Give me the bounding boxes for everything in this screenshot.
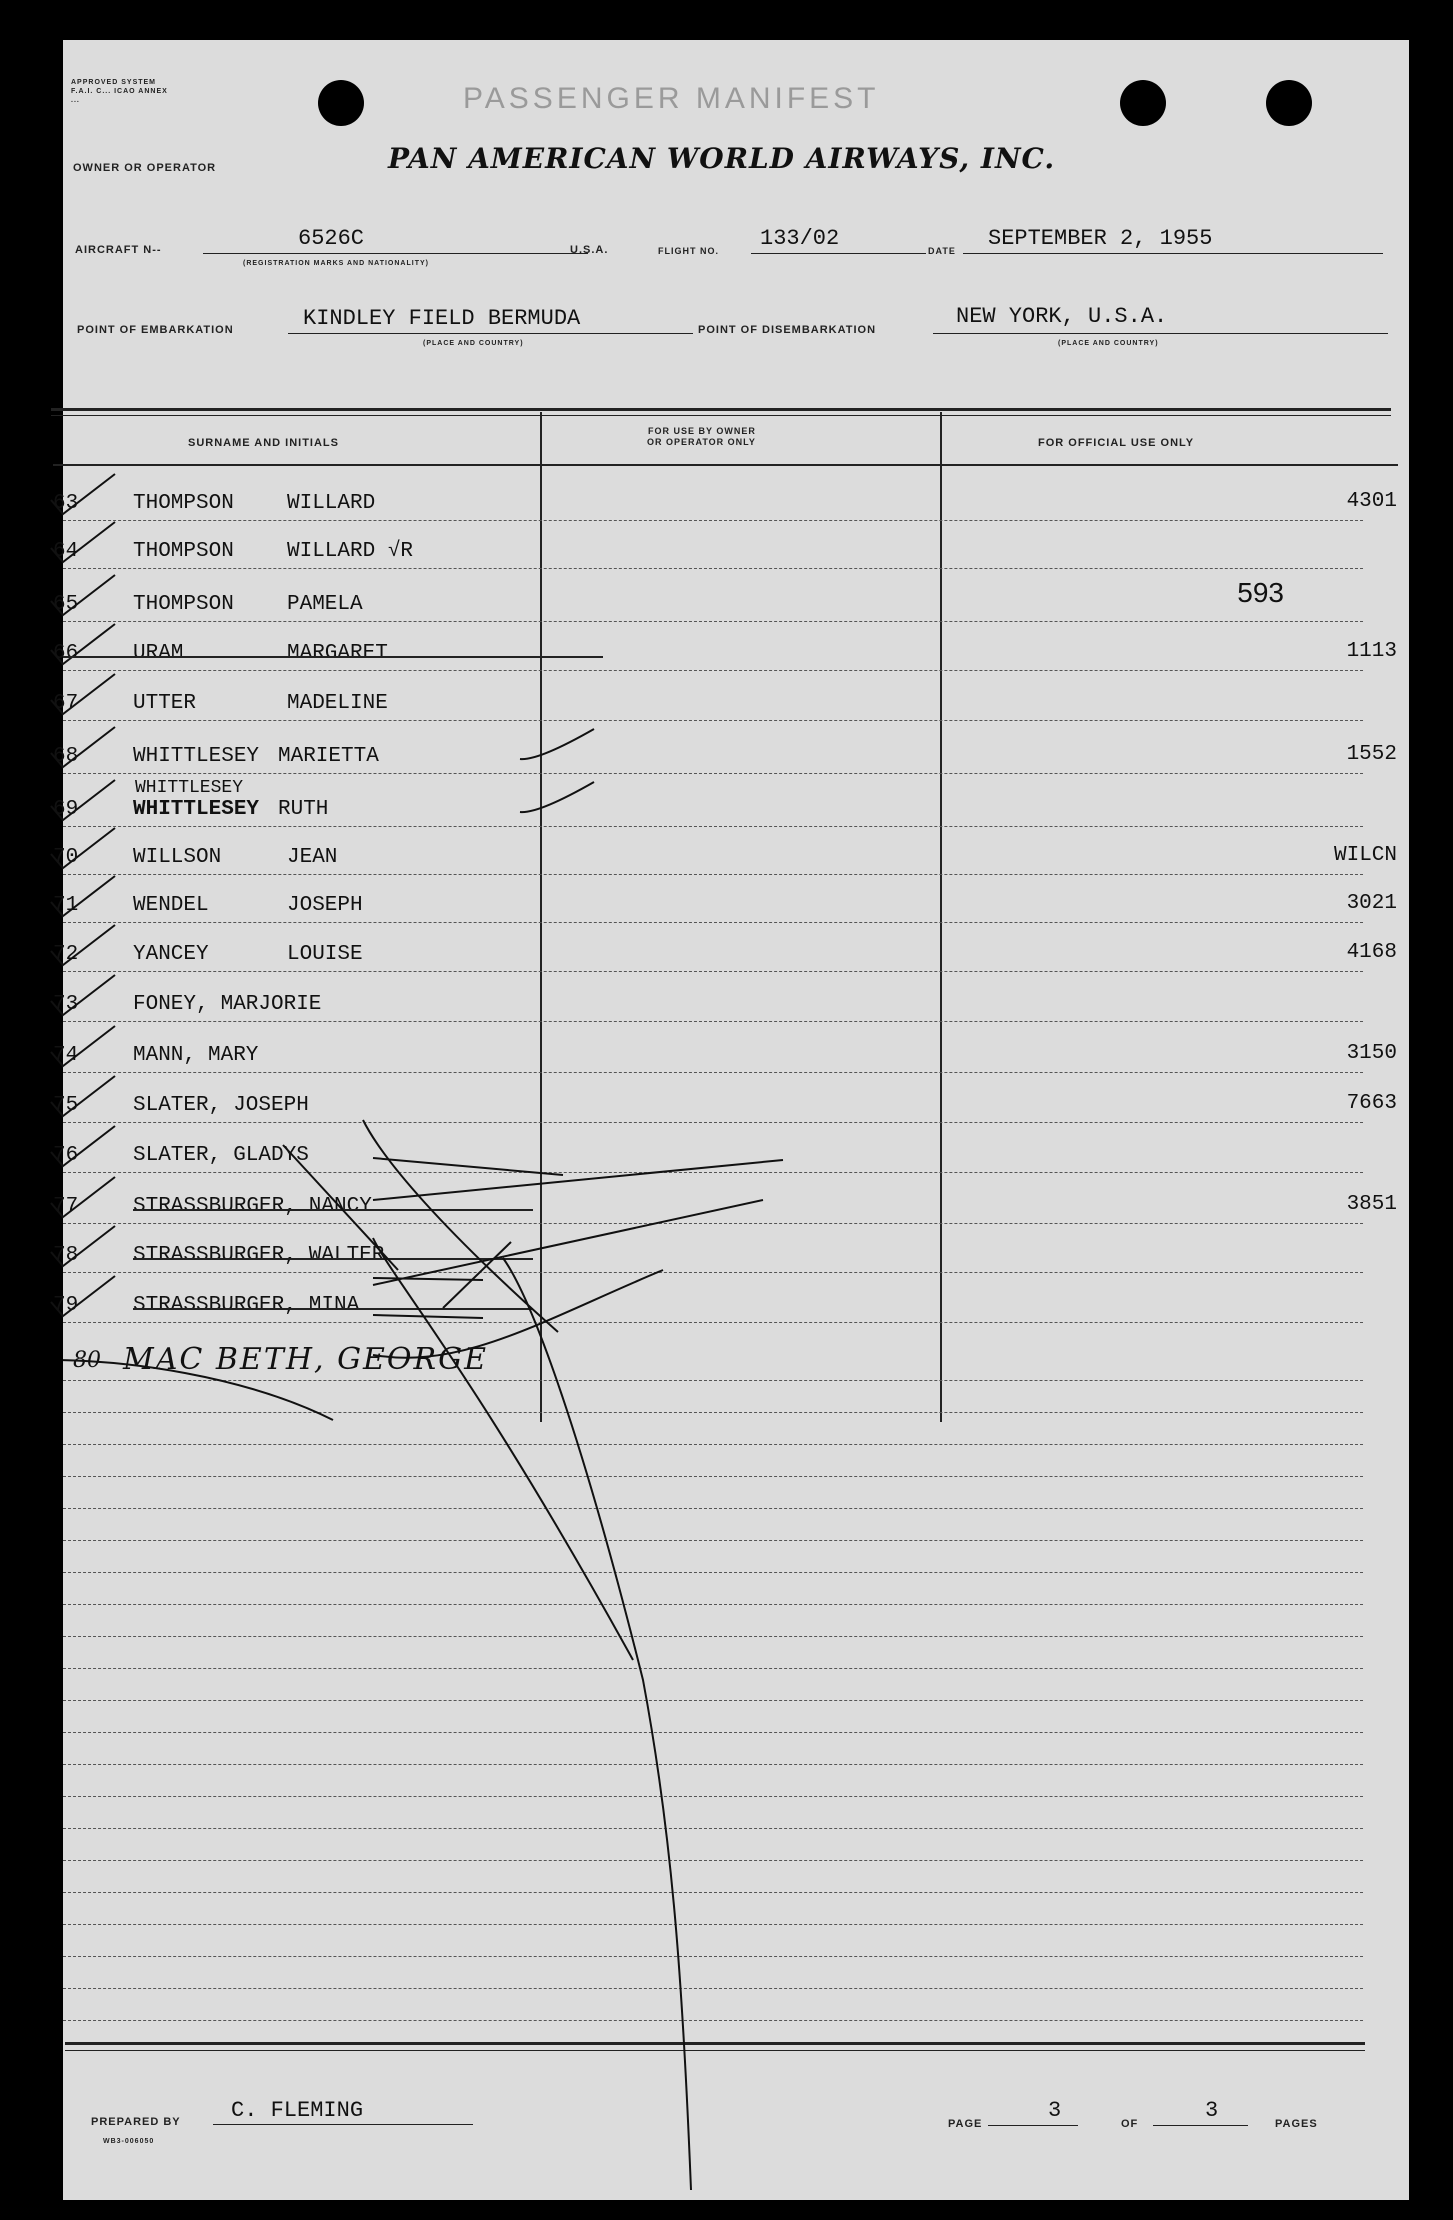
table-top-rule <box>51 408 1391 411</box>
official-use-value: WILCN <box>1333 844 1397 867</box>
check-mark-icon <box>49 1122 119 1172</box>
passenger-given-name: MINA <box>308 1294 360 1317</box>
punch-hole <box>1120 80 1166 126</box>
check-mark-icon <box>49 1022 119 1072</box>
passenger-surname: WENDEL <box>133 894 209 917</box>
row-number: 79 <box>53 1294 79 1317</box>
empty-row-rule <box>63 1572 1363 1573</box>
passenger-given-name: RUTH <box>278 798 329 821</box>
date-value: SEPTEMBER 2, 1955 <box>988 226 1213 251</box>
empty-row-rule <box>63 1860 1363 1861</box>
row-number-80: 80 <box>73 1348 101 1373</box>
pages-label: PAGES <box>1275 2118 1318 2130</box>
empty-row-rule <box>63 1508 1363 1509</box>
empty-row-rule <box>63 1476 1363 1477</box>
passenger-surname: THOMPSON <box>133 540 234 563</box>
page-value: 3 <box>1048 2098 1062 2123</box>
row-number: 78 <box>53 1244 79 1267</box>
embark-caption: (PLACE AND COUNTRY) <box>423 340 524 347</box>
aircraft-caption: (REGISTRATION MARKS AND NATIONALITY) <box>243 260 429 267</box>
row-number: 76 <box>53 1144 79 1167</box>
of-label: OF <box>1121 2118 1139 2130</box>
passenger-given-name: MADELINE <box>287 692 388 715</box>
embark-value: KINDLEY FIELD BERMUDA <box>303 306 581 331</box>
pen-marks <box>63 40 1409 2200</box>
passenger-given-name: MARY <box>208 1044 259 1067</box>
tick-icon <box>518 778 598 818</box>
punch-hole <box>318 80 364 126</box>
approval-stamp: APPROVED SYSTEM F.A.I. C... ICAO ANNEX ... <box>71 79 168 104</box>
check-mark-icon <box>49 571 119 621</box>
passenger-surname: FONEY, <box>133 993 209 1016</box>
empty-row-rule <box>63 1380 1363 1381</box>
passenger-surname: STRASSBURGER, <box>133 1195 297 1218</box>
passenger-surname: THOMPSON <box>133 593 234 616</box>
check-mark-icon <box>49 824 119 874</box>
passenger-given-name: WALTER <box>308 1244 385 1267</box>
passenger-surname: STRASSBURGER, <box>133 1244 297 1267</box>
column-divider <box>940 412 942 1422</box>
passenger-surname: YANCEY <box>133 943 209 966</box>
row-number: 67 <box>53 692 79 715</box>
col-surname-header: SURNAME AND INITIALS <box>188 437 339 449</box>
empty-row-rule <box>63 1764 1363 1765</box>
official-use-value: 7663 <box>1346 1092 1397 1115</box>
official-use-value: 1113 <box>1346 640 1397 663</box>
empty-row-rule <box>63 1444 1363 1445</box>
row-number: 69 <box>53 798 79 821</box>
owner-name: PAN AMERICAN WORLD AIRWAYS, INC. <box>388 142 1056 175</box>
manifest-page <box>53 40 1409 2200</box>
empty-row-rule <box>63 1828 1363 1829</box>
passenger-surname: SLATER, <box>133 1144 222 1167</box>
empty-row-rule <box>63 1892 1363 1893</box>
passenger-given-name: LOUISE <box>287 943 363 966</box>
of-value: 3 <box>1205 2098 1219 2123</box>
empty-row-rule <box>63 1732 1363 1733</box>
date-label: DATE <box>928 246 956 256</box>
check-mark-icon <box>49 620 119 670</box>
check-mark-icon <box>49 971 119 1021</box>
passenger-given-name: WILLARD √R <box>287 540 414 563</box>
passenger-surname: URAM <box>133 642 184 665</box>
check-mark-icon <box>49 518 119 568</box>
row-number: 66 <box>53 642 79 665</box>
passenger-surname: UTTER <box>133 692 197 715</box>
page-label: PAGE <box>948 2118 983 2130</box>
col-owner-header-1: FOR USE BY OWNER <box>648 426 756 436</box>
punch-hole <box>1266 80 1312 126</box>
official-use-value: 3150 <box>1346 1042 1397 1065</box>
check-mark-icon <box>49 723 119 773</box>
passenger-given-name: GLADYS <box>233 1144 309 1167</box>
passenger-given-name: JOSEPH <box>233 1094 309 1117</box>
tick-icon <box>518 725 598 765</box>
check-mark-icon <box>49 1072 119 1122</box>
check-mark-icon <box>49 1173 119 1223</box>
flight-value: 133/02 <box>760 226 840 251</box>
passenger-given-name: WILLARD <box>287 492 376 515</box>
official-use-value: 593 <box>1237 577 1284 608</box>
empty-row-rule <box>63 1956 1363 1957</box>
disembark-caption: (PLACE AND COUNTRY) <box>1058 340 1159 347</box>
form-number: WB3-006050 <box>103 2138 155 2145</box>
check-mark-icon <box>49 1222 119 1272</box>
passenger-surname: WHITTLESEY <box>133 745 260 768</box>
row-number: 63 <box>53 492 79 515</box>
empty-row-rule <box>63 1636 1363 1637</box>
row-number: 65 <box>53 593 79 616</box>
passenger-surname: THOMPSON <box>133 492 234 515</box>
passenger-given-name: JOSEPH <box>287 894 363 917</box>
disembark-value: NEW YORK, U.S.A. <box>956 304 1168 329</box>
row-number: 77 <box>53 1195 79 1218</box>
check-mark-icon <box>49 776 119 826</box>
strike-line <box>63 656 603 658</box>
col-owner-header-2: OR OPERATOR ONLY <box>647 437 756 447</box>
row-number: 70 <box>53 846 79 869</box>
row-number: 74 <box>53 1044 79 1067</box>
table-bottom-rule <box>65 2042 1365 2045</box>
check-mark-icon <box>49 872 119 922</box>
passenger-surname: MANN, <box>133 1044 197 1067</box>
passenger-given-name: MARJORIE <box>220 993 322 1016</box>
empty-row-rule <box>63 1700 1363 1701</box>
passenger-surname: SLATER, <box>133 1094 222 1117</box>
owner-label: OWNER OR OPERATOR <box>73 162 217 174</box>
official-use-value: 4168 <box>1346 941 1397 964</box>
aircraft-label: AIRCRAFT N-- <box>75 244 162 256</box>
row-number: 75 <box>53 1094 79 1117</box>
handwritten-passenger: MAC BETH, GEORGE <box>123 1342 488 1377</box>
column-divider <box>540 412 542 1422</box>
official-use-value: 3851 <box>1346 1193 1397 1216</box>
strike-line <box>133 1258 533 1260</box>
passenger-surname: WHITTLESEY <box>133 798 260 821</box>
strike-line <box>133 1308 533 1310</box>
country-label: U.S.A. <box>570 244 609 256</box>
row-number: 73 <box>53 993 79 1016</box>
official-use-value: 1552 <box>1346 743 1397 766</box>
form-title: PASSENGER MANIFEST <box>463 82 880 115</box>
empty-row-rule <box>63 1604 1363 1605</box>
empty-row-rule <box>63 1924 1363 1925</box>
official-use-value: 4301 <box>1346 490 1397 513</box>
passenger-given-name: MARGARET <box>287 642 388 665</box>
passenger-surname: STRASSBURGER, <box>133 1294 297 1317</box>
header-rule <box>53 464 1398 466</box>
flight-label: FLIGHT NO. <box>658 246 719 256</box>
check-mark-icon <box>49 670 119 720</box>
passenger-surname: WILLSON <box>133 846 222 869</box>
official-use-value: 3021 <box>1346 892 1397 915</box>
row-number: 68 <box>53 745 79 768</box>
empty-row-rule <box>63 2020 1363 2021</box>
check-mark-icon <box>49 1272 119 1322</box>
col-official-header: FOR OFFICIAL USE ONLY <box>1038 437 1195 449</box>
overtyped-surname: WHITTLESEY <box>135 778 244 798</box>
prepared-label: PREPARED BY <box>91 2116 181 2128</box>
empty-row-rule <box>63 1796 1363 1797</box>
row-number: 64 <box>53 540 79 563</box>
embark-label: POINT OF EMBARKATION <box>77 324 234 336</box>
check-mark-icon <box>49 470 119 520</box>
passenger-given-name: JEAN <box>287 846 338 869</box>
passenger-given-name: NANCY <box>308 1195 372 1218</box>
empty-row-rule <box>63 1412 1363 1413</box>
passenger-given-name: PAMELA <box>287 593 363 616</box>
prepared-value: C. FLEMING <box>231 2098 364 2123</box>
row-number: 72 <box>53 943 79 966</box>
row-number: 71 <box>53 894 79 917</box>
empty-row-rule <box>63 1540 1363 1541</box>
aircraft-value: 6526C <box>298 226 365 251</box>
passenger-given-name: MARIETTA <box>278 745 379 768</box>
empty-row-rule <box>63 1668 1363 1669</box>
disembark-label: POINT OF DISEMBARKATION <box>698 324 877 336</box>
check-mark-icon <box>49 921 119 971</box>
strike-line <box>133 1209 533 1211</box>
empty-row-rule <box>63 1988 1363 1989</box>
